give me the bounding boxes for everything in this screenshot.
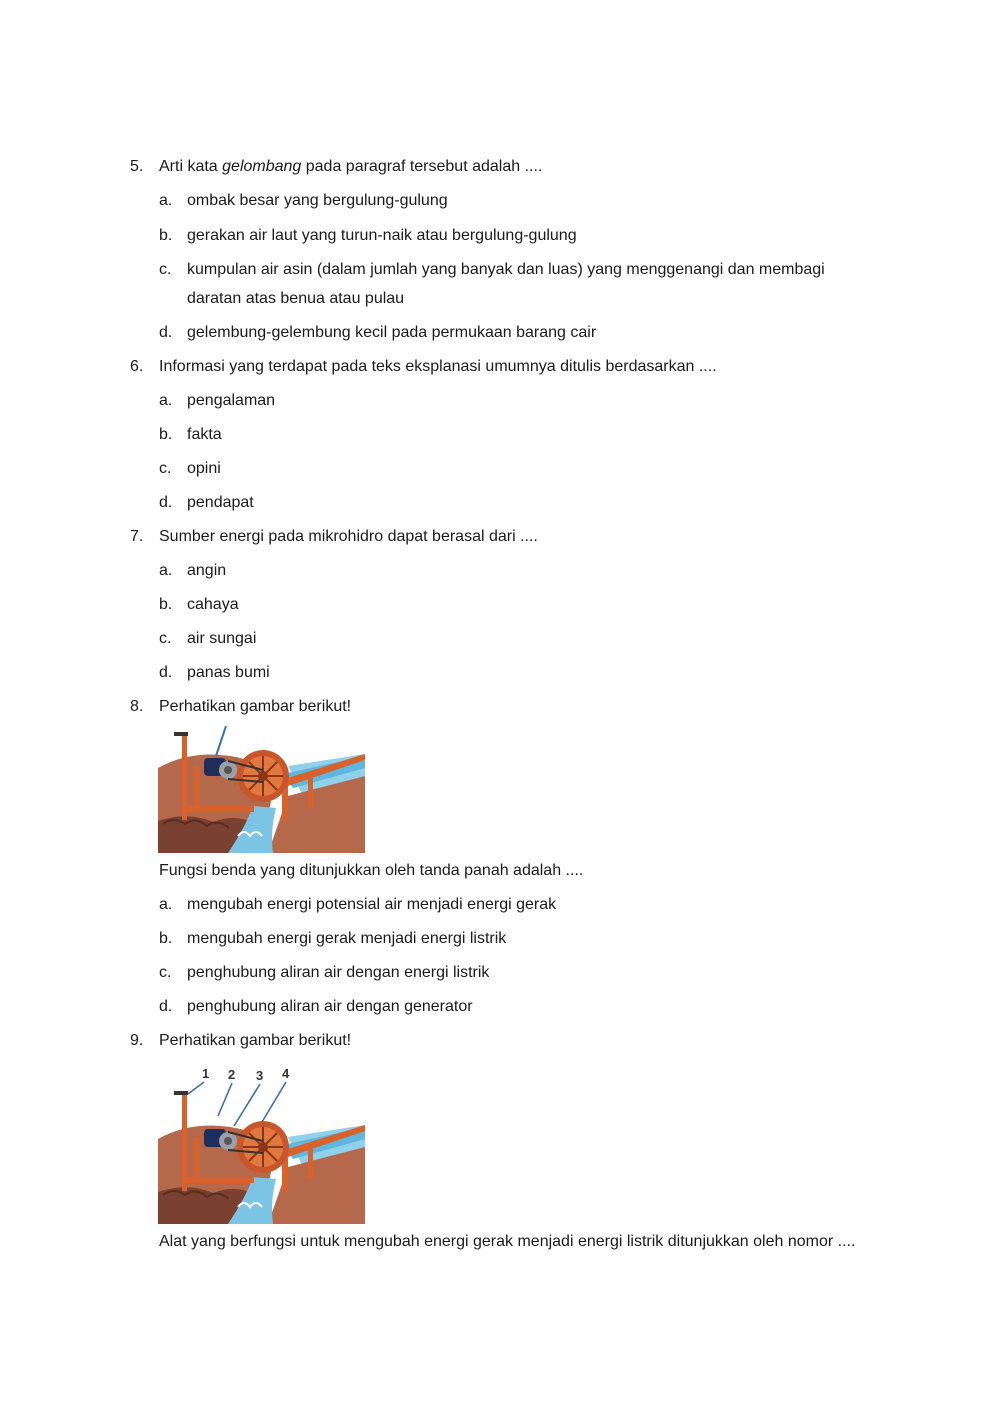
option-text: panas bumi <box>187 664 270 681</box>
option-7b[interactable]: b. cahaya <box>159 596 239 613</box>
option-7c[interactable]: c. air sungai <box>159 630 257 647</box>
question-7 <box>130 527 538 547</box>
question-number: 9. <box>130 1032 144 1049</box>
question-9-caption: Alat yang berfungsi untuk mengubah energi gerak menjadi energi listrik ditunjukkan oleh nomor .... <box>159 1233 856 1250</box>
option-text: air sungai <box>187 630 257 647</box>
microhydro-numbered-illustration <box>158 1064 365 1224</box>
option-7a[interactable]: a. angin <box>159 562 227 579</box>
option-text: ombak besar yang bergulung-gulung <box>187 192 448 209</box>
option-5a[interactable]: a. ombak besar yang bergulung-gulung <box>159 192 448 209</box>
figure-label-4: 4 <box>282 1066 290 1081</box>
question-stem: Arti kata gelombang pada paragraf tersebut adalah .... <box>159 158 543 175</box>
option-6a[interactable]: a. pengalaman <box>159 392 276 409</box>
figure-label-2: 2 <box>228 1067 236 1082</box>
option-text: fakta <box>187 426 222 443</box>
option-text: gerakan air laut yang turun-naik atau bergulung-gulung <box>187 227 577 244</box>
option-7d[interactable]: d. panas bumi <box>159 664 270 681</box>
option-6d[interactable]: d. pendapat <box>159 494 254 511</box>
question-9 <box>130 1031 351 1051</box>
option-text: penghubung aliran air dengan energi listrik <box>187 964 490 981</box>
question-stem: Informasi yang terdapat pada teks eksplanasi umumnya ditulis berdasarkan .... <box>159 358 717 375</box>
option-6c[interactable]: c. opini <box>159 460 221 477</box>
option-5b[interactable]: b. gerakan air laut yang turun-naik atau bergulung-gulung <box>159 227 577 244</box>
option-text: kumpulan air asin (dalam jumlah yang banyak dan luas) yang menggenangi dan membagi <box>187 261 825 278</box>
option-text: cahaya <box>187 596 239 613</box>
option-5c[interactable]: c. kumpulan air asin (dalam jumlah yang banyak dan luas) yang menggenangi dan membagi <box>159 261 825 278</box>
option-8b[interactable]: b. mengubah energi gerak menjadi energi listrik <box>159 930 507 947</box>
option-text: mengubah energi gerak menjadi energi listrik <box>187 930 507 947</box>
question-stem: Perhatikan gambar berikut! <box>159 1032 352 1049</box>
question-number: 8. <box>130 698 144 715</box>
question-8-caption: Fungsi benda yang ditunjukkan oleh tanda panah adalah .... <box>159 862 584 879</box>
microhydro-figure-arrow <box>158 726 365 858</box>
option-5c-continued: daratan atas benua atau pulau <box>187 290 405 307</box>
microhydro-figure-numbered <box>158 1064 365 1229</box>
microhydro-illustration <box>158 726 365 853</box>
question-stem: Perhatikan gambar berikut! <box>159 698 352 715</box>
question-number: 6. <box>130 358 144 375</box>
option-6b[interactable]: b. fakta <box>159 426 222 443</box>
option-text: opini <box>187 460 221 477</box>
option-8d[interactable]: d. penghubung aliran air dengan generator <box>159 998 473 1015</box>
option-text: angin <box>187 562 227 579</box>
option-text: pengalaman <box>187 392 276 409</box>
option-text: pendapat <box>187 494 254 511</box>
question-number: 7. <box>130 528 144 545</box>
figure-label-3: 3 <box>256 1068 264 1083</box>
option-text: gelembung-gelembung kecil pada permukaan barang cair <box>187 324 597 341</box>
question-6 <box>130 357 717 377</box>
question-stem: Sumber energi pada mikrohidro dapat berasal dari .... <box>159 528 538 545</box>
option-5d[interactable]: d. gelembung-gelembung kecil pada permukaan barang cair <box>159 324 597 341</box>
figure-label-1: 1 <box>202 1066 210 1081</box>
option-text: penghubung aliran air dengan generator <box>187 998 473 1015</box>
question-8 <box>130 697 351 717</box>
question-5 <box>130 157 542 177</box>
option-8c[interactable]: c. penghubung aliran air dengan energi listrik <box>159 964 490 981</box>
italic-term: gelombang <box>222 158 302 175</box>
question-number: 5. <box>130 158 144 175</box>
option-text: mengubah energi potensial air menjadi energi gerak <box>187 896 557 913</box>
option-8a[interactable]: a. mengubah energi potensial air menjadi energi gerak <box>159 896 557 913</box>
